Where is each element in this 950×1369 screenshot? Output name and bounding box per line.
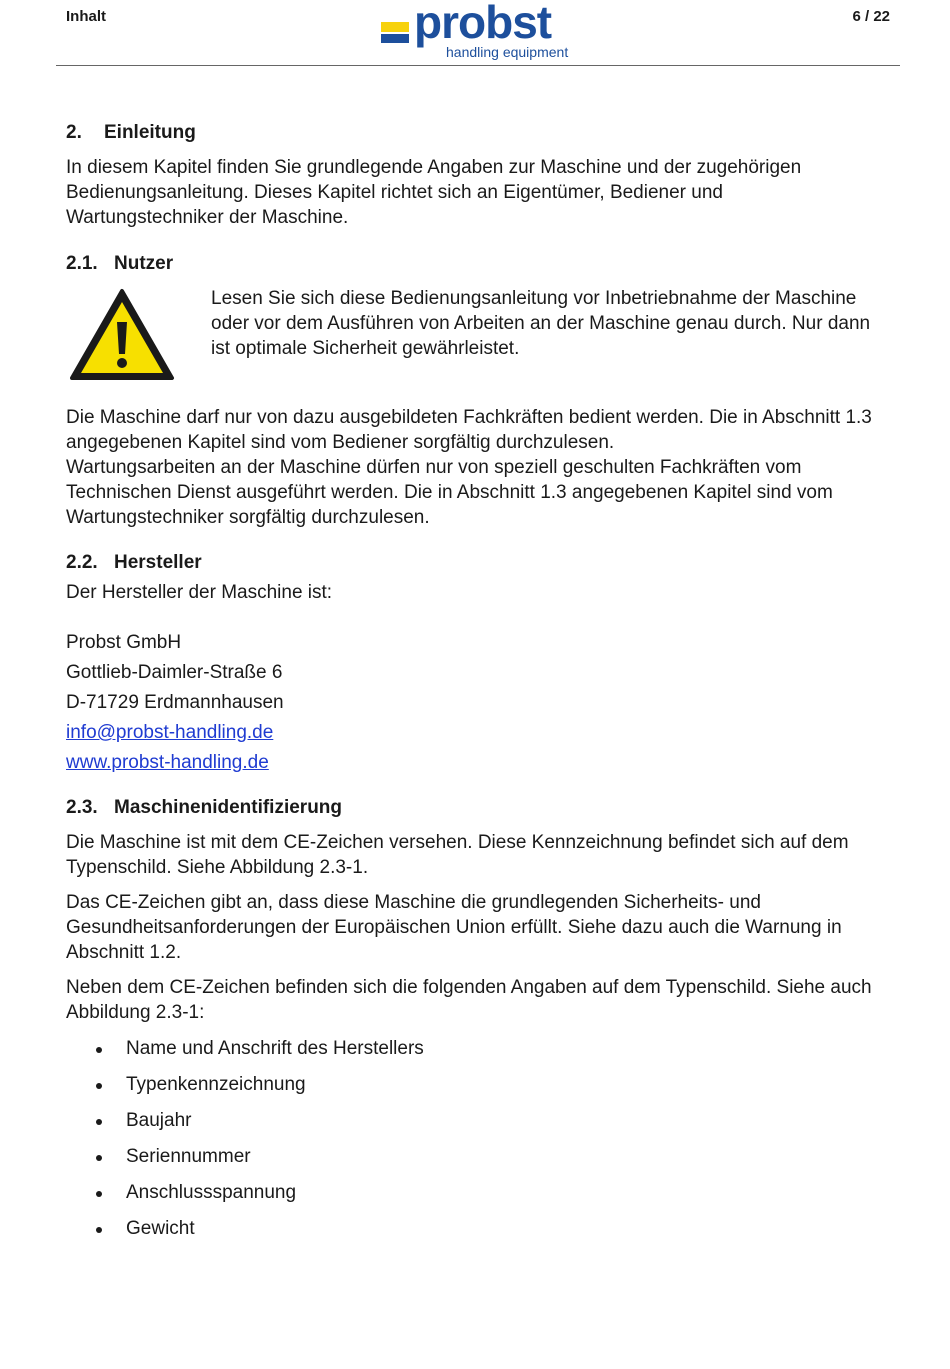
warning-text: [211, 286, 870, 361]
logo-tagline: handling equipment: [446, 44, 569, 60]
manufacturer-intro: Der Hersteller der Maschine ist:: [66, 582, 333, 603]
paragraph-line: In diesem Kapitel finden Sie grundlegende Angaben zur Maschine und der zugehörigen: [66, 157, 802, 178]
paragraph-line: Das CE-Zeichen gibt an, dass diese Maschine die grundlegenden Sicherheits- und: [66, 892, 761, 913]
manufacturer-city: D-71729 Erdmannhausen: [66, 692, 284, 713]
bullet-icon: [96, 1191, 102, 1197]
probst-logo: [381, 0, 586, 64]
warning-line: oder vor dem Ausführen von Arbeiten an der Maschine genau durch. Nur dann: [211, 313, 871, 334]
paragraph-line: Wartungstechniker sorgfältig durchzulesen.: [66, 507, 430, 528]
warning-line: ist optimale Sicherheit gewährleistet.: [211, 338, 520, 359]
header-divider: [56, 65, 900, 66]
manufacturer-website-link[interactable]: www.probst-handling.de: [66, 752, 269, 773]
bullet-icon: [96, 1083, 102, 1089]
manufacturer-email-link[interactable]: info@probst-handling.de: [66, 722, 274, 743]
section-title: Nutzer: [114, 253, 174, 274]
section-heading-hersteller: [66, 552, 202, 574]
bullet-icon: [96, 1227, 102, 1233]
paragraph-line: Die Maschine darf nur von dazu ausgebildeten Fachkräften bedient werden. Die in Abschnitt 1.3: [66, 407, 872, 428]
bullet-icon: [96, 1155, 102, 1161]
paragraph-line: Die Maschine ist mit dem CE-Zeichen versehen. Diese Kennzeichnung befindet sich auf dem: [66, 832, 849, 853]
section-heading-nutzer: [66, 253, 173, 275]
paragraph-line: Bedienungsanleitung. Dieses Kapitel richtet sich an Eigentümer, Bediener und: [66, 182, 723, 203]
manufacturer-street: Gottlieb-Daimler-Straße 6: [66, 662, 283, 683]
section-number: 2.3.: [66, 797, 98, 818]
paragraph-line: Abbildung 2.3-1:: [66, 1002, 205, 1023]
section-heading-einleitung: [66, 122, 196, 144]
page-number: 6 / 22: [852, 8, 890, 25]
paragraph-line: Wartungsarbeiten an der Maschine dürfen nur von speziell geschulten Fachkräften vom: [66, 457, 802, 478]
bullet-icon: [96, 1119, 102, 1125]
manufacturer-company: Probst GmbH: [66, 632, 182, 653]
section-title: Einleitung: [104, 122, 196, 143]
paragraph-line: Wartungstechniker der Maschine.: [66, 207, 349, 228]
section-title: Maschinenidentifizierung: [114, 797, 343, 818]
logo-wordmark: probst: [414, 0, 552, 48]
logo-yellow-bar: [381, 22, 409, 32]
warning-triangle-icon: [69, 288, 175, 382]
paragraph-line: Abschnitt 1.2.: [66, 942, 182, 963]
paragraph-line: Technischen Dienst ausgeführt werden. Die in Abschnitt 1.3 angegebenen Kapitel sind vom: [66, 482, 833, 503]
header-section-label: Inhalt: [66, 8, 106, 25]
section-title: Hersteller: [114, 552, 202, 573]
paragraph-line: Typenschild. Siehe Abbildung 2.3-1.: [66, 857, 369, 878]
logo-blue-bar: [381, 34, 409, 43]
section-number: 2.: [66, 122, 82, 143]
paragraph-line: angegebenen Kapitel sind vom Bediener sorgfältig durchzulesen.: [66, 432, 615, 453]
section-number: 2.1.: [66, 253, 98, 274]
bullet-icon: [96, 1047, 102, 1053]
section-heading-maschinenidentifizierung: [66, 797, 342, 819]
paragraph-line: Gesundheitsanforderungen der Europäischen Union erfüllt. Siehe dazu auch die Warnung in: [66, 917, 842, 938]
warning-line: Lesen Sie sich diese Bedienungsanleitung vor Inbetriebnahme der Maschine: [211, 288, 857, 309]
section-number: 2.2.: [66, 552, 98, 573]
paragraph-line: Neben dem CE-Zeichen befinden sich die folgenden Angaben auf dem Typenschild. Siehe auch: [66, 977, 872, 998]
